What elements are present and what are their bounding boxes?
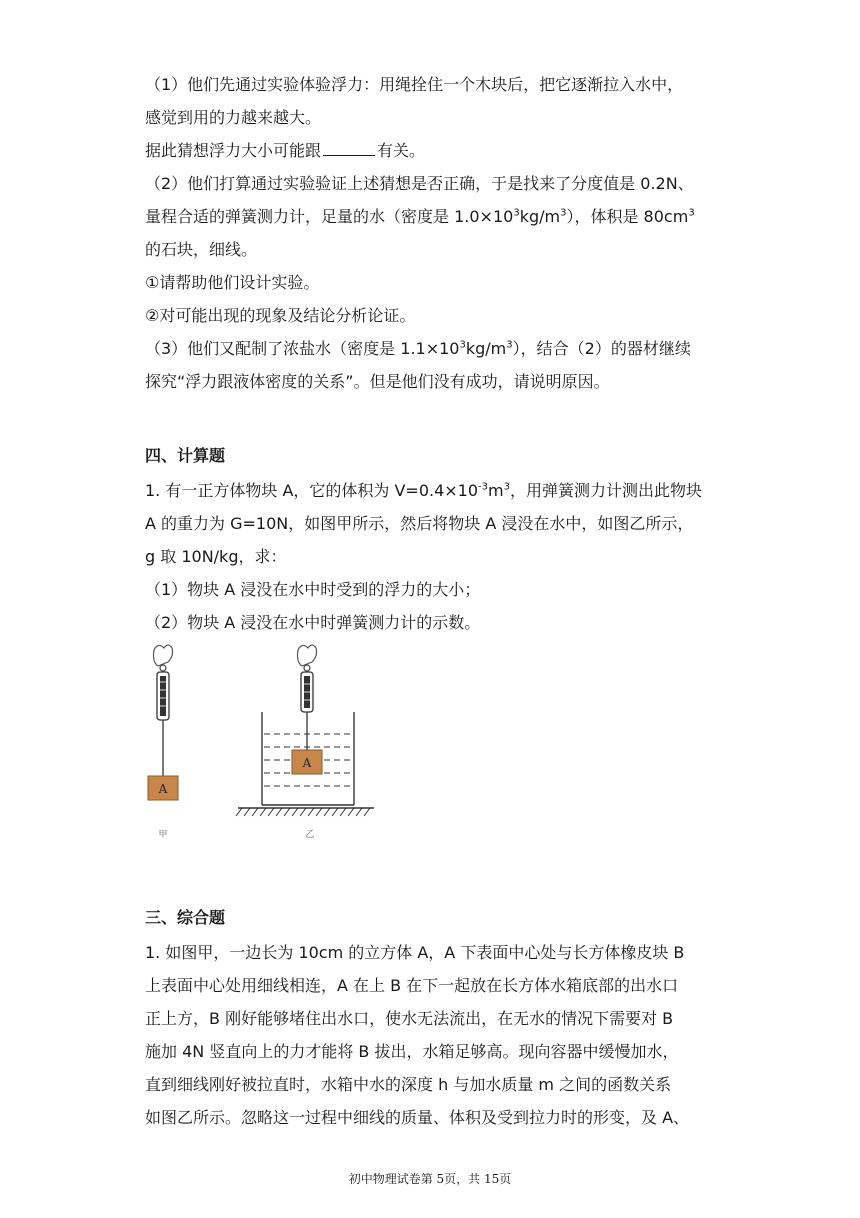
- comp-line-6: 如图乙所示。忽略这一过程中细线的质量、体积及受到拉力时的形变，及 A、: [145, 1108, 690, 1127]
- q2-line-2: 量程合适的弹簧测力计，足量的水（密度是 $1.0\times 10^3kg/m^3$），体积是 $80cm^3$: [145, 207, 695, 226]
- svg-text:A: A: [158, 782, 168, 796]
- q1-line-2: 感觉到用的力越来越大。: [145, 108, 322, 127]
- answer-blank[interactable]: [323, 141, 375, 156]
- comp-line-2: 上表面中心处用细线相连，A 在上 B 在下一起放在长方体水箱底部的出水口: [145, 976, 679, 995]
- comp-line-4: 施加 4N 竖直向上的力才能将 B 拔出，水箱足够高。现向容器中缓慢加水，: [145, 1042, 679, 1061]
- q2-line-1: （2）他们打算通过实验验证上述猜想是否正确，于是找来了分度值是 0.2N、: [145, 174, 694, 193]
- caption-jia: 甲: [158, 830, 168, 840]
- caption-yi: 乙: [305, 830, 315, 840]
- calc-p1-q2: （2）物块 A 浸没在水中时弹簧测力计的示数。: [145, 613, 481, 632]
- calc-heading: 四、计算题: [145, 446, 226, 465]
- comp-line-3: 正上方，B 刚好能够堵住出水口，使水无法流出，在无水的情况下需要对 B: [145, 1009, 674, 1028]
- hand-icon: [154, 645, 173, 666]
- q1-line-1: （1）他们先通过实验体验浮力：用绳拴住一个木块后，把它逐渐拉入水中，: [145, 75, 684, 94]
- page-footer: 初中物理试卷第 5页，共 15页: [348, 1172, 512, 1186]
- q3-line-1: （3）他们又配制了浓盐水（密度是 $1.1\times 10^3kg/m^3$），结合（2）的器材继续: [145, 339, 691, 358]
- q2-line-3: 的石块，细线。: [145, 240, 258, 259]
- q2-sub-2: ②对可能出现的现象及结论分析论证。: [145, 306, 416, 325]
- comp-line-1: 1. 如图甲，一边长为 10cm 的立方体 A，A 下表面中心处与长方体橡皮块 B: [145, 943, 685, 962]
- calc-p1-line-2: A 的重力为 G=10N，如图甲所示，然后将物块 A 浸没在水中，如图乙所示，: [145, 514, 694, 533]
- q2-sub-1: ①请帮助他们设计实验。: [145, 273, 320, 292]
- spring-scale-figure: [130, 640, 390, 845]
- ground-hatch: [236, 808, 370, 816]
- comp-line-5: 直到细线刚好被拉直时，水箱中水的深度 h 与加水质量 m 之间的函数关系: [145, 1075, 672, 1094]
- calc-p1-line-1: 1. 有一正方体物块 A，它的体积为 $V=0.4\times 10^{-3}m^3$，用弹簧测力计测出此物块: [145, 481, 703, 500]
- calc-p1-q1: （1）物块 A 浸没在水中时受到的浮力的大小；: [145, 580, 481, 599]
- q1-line-3: 据此猜想浮力大小可能跟 有关。: [145, 141, 426, 160]
- figure-jia: [148, 645, 178, 840]
- figure-yi: [236, 645, 374, 840]
- calc-p1-line-3: g 取 10N/kg，求：: [145, 547, 287, 566]
- q3-line-2: 探究“浮力跟液体密度的关系”。但是他们没有成功，请说明原因。: [145, 372, 610, 391]
- hand-icon: [298, 645, 317, 666]
- comp-heading: 三、综合题: [145, 908, 226, 927]
- svg-text:A: A: [302, 756, 312, 770]
